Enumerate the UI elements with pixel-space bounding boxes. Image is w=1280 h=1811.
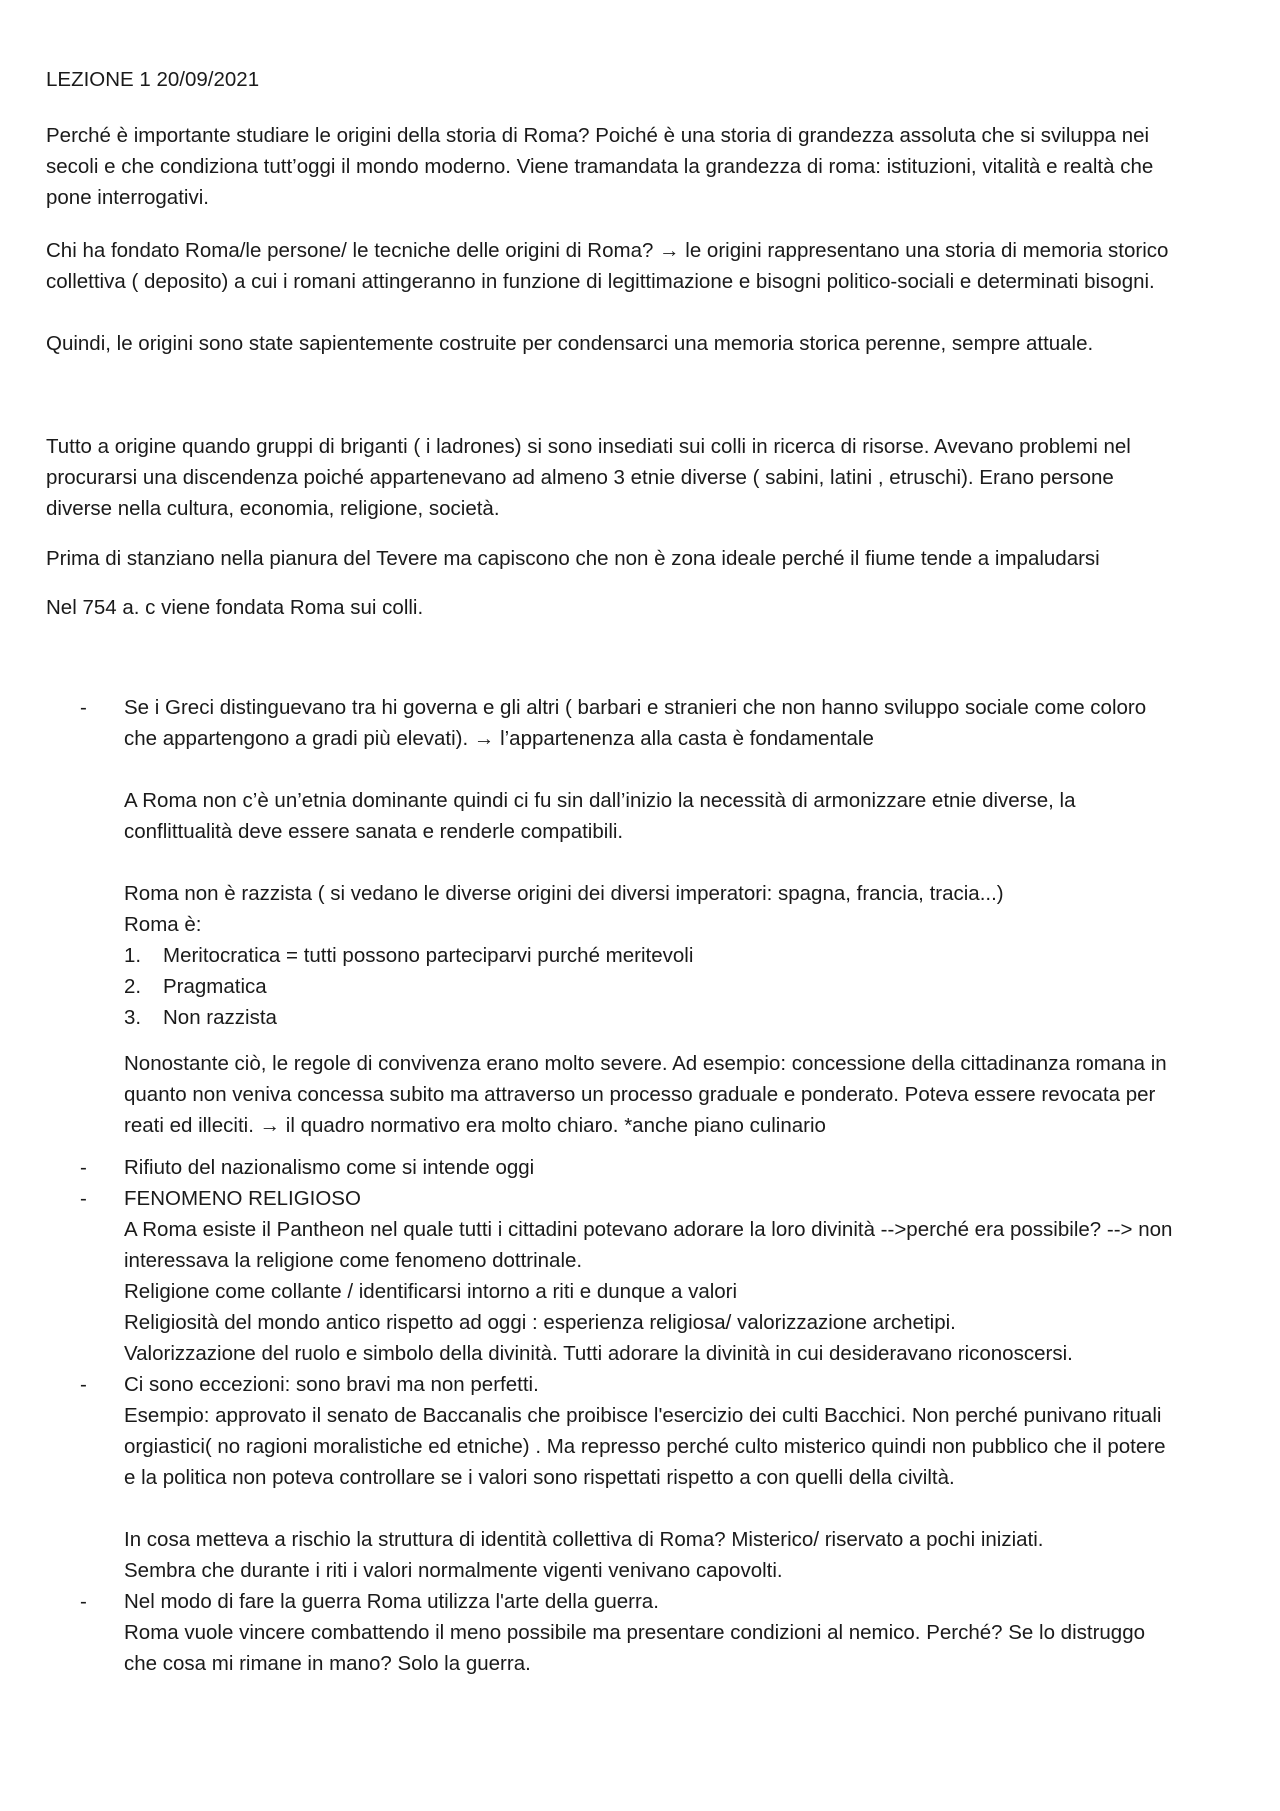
list-item-meritocratica: Meritocratica = tutti possono parteciparvi purché meritevoli	[163, 944, 694, 967]
exceptions-rischio: In cosa metteva a rischio la struttura di identità collettiva di Roma? Misterico/ riservato a pochi iniziati.	[124, 1528, 1044, 1551]
paragraph-cittadinanza: Nonostante ciò, le regole di convivenza erano molto severe. Ad esempio: concessione della cittadinanza romana in quanto non veniva concessa subito ma attraverso un processo graduale e ponderato. Poteva essere revocata per reati ed illeciti. → il quadro normativo era molto chiaro. *anche piano culinario	[124, 1052, 1167, 1137]
religion-line-pantheon: A Roma esiste il Pantheon nel quale tutti i cittadini potevano adorare la loro divinità -->perché era possibile? --> non interessava la religione come fenomeno dottrinale.	[124, 1218, 1173, 1272]
bullet-marker: -	[80, 1156, 87, 1179]
religion-line-antico: Religiosità del mondo antico rispetto ad oggi : esperienza religiosa/ valorizzazione archetipi.	[124, 1311, 956, 1334]
exceptions-riti: Sembra che durante i riti i valori normalmente vigenti venivano capovolti.	[124, 1559, 783, 1582]
bullet-eccezioni: Ci sono eccezioni: sono bravi ma non perfetti.	[124, 1373, 539, 1396]
war-line: Roma vuole vincere combattendo il meno possibile ma presentare condizioni al nemico. Perché? Se lo distruggo che cosa mi rimane in mano? Solo la guerra.	[124, 1621, 1145, 1675]
bullet-nazionalismo: Rifiuto del nazionalismo come si intende oggi	[124, 1156, 535, 1179]
intro-paragraph-1: Perché è importante studiare le origini della storia di Roma? Poiché è una storia di grandezza assoluta che si sviluppa nei secoli e che condiziona tutt’oggi il mondo moderno. Viene tramandata la grandezza di roma: istituzioni, vitalità e realtà che pone interrogativi.	[46, 124, 1154, 209]
intro-paragraph-6: Nel 754 a. c viene fondata Roma sui colli.	[46, 596, 424, 619]
list-item-pragmatica: Pragmatica	[163, 975, 267, 998]
bullet-marker: -	[80, 1373, 87, 1396]
bullet-marker: -	[80, 696, 87, 719]
exceptions-baccanalis: Esempio: approvato il senato de Baccanalis che proibisce l'esercizio dei culti Bacchici. Non perché punivano rituali orgiastici( no ragioni moralistiche ed etniche) . Ma represso perché culto misterico quindi non pubblico che il potere e la politica non poteva controllare se i valori sono rispettati rispetto a con quelli della civiltà.	[124, 1404, 1166, 1489]
religion-line-divinita: Valorizzazione del ruolo e simbolo della divinità. Tutti adorare la divinità in cui desideravano riconoscersi.	[124, 1342, 1073, 1365]
bullet-marker: -	[80, 1590, 87, 1613]
list-item-non-razzista: Non razzista	[163, 1006, 277, 1029]
religion-line-collante: Religione come collante / identificarsi intorno a riti e dunque a valori	[124, 1280, 738, 1303]
list-number-3: 3.	[124, 1006, 142, 1029]
page-title: LEZIONE 1 20/09/2021	[46, 68, 260, 91]
list-number-1: 1.	[124, 944, 142, 967]
intro-paragraph-4: Tutto a origine quando gruppi di briganti ( i ladrones) si sono insediati sui colli in ricerca di risorse. Avevano problemi nel procurarsi una discendenza poiché appartenevano ad almeno 3 etnie diverse ( sabini, latini , etruschi). Erano persone diverse nella cultura, economia, religione, società.	[46, 435, 1131, 520]
bullet-fenomeno-religioso: FENOMENO RELIGIOSO	[124, 1187, 361, 1210]
paragraph-razzista: Roma non è razzista ( si vedano le diverse origini dei diversi imperatori: spagna, francia, tracia...)	[124, 882, 1004, 905]
paragraph-roma-e: Roma è:	[124, 913, 202, 936]
bullet-greci: Se i Greci distinguevano tra hi governa e gli altri ( barbari e stranieri che non hanno sviluppo sociale come coloro che appartengono a gradi più elevati). → l’appartenenza alla casta è fondamentale	[124, 696, 1147, 750]
intro-paragraph-3: Quindi, le origini sono state sapientemente costruite per condensarci una memoria storica perenne, sempre attuale.	[46, 332, 1094, 355]
list-number-2: 2.	[124, 975, 142, 998]
bullet-guerra: Nel modo di fare la guerra Roma utilizza l'arte della guerra.	[124, 1590, 659, 1613]
paragraph-etnia: A Roma non c’è un’etnia dominante quindi ci fu sin dall’inizio la necessità di armonizzare etnie diverse, la conflittualità deve essere sanata e renderle compatibili.	[124, 789, 1076, 843]
intro-paragraph-2: Chi ha fondato Roma/le persone/ le tecniche delle origini di Roma? → le origini rappresentano una storia di memoria storico collettiva ( deposito) a cui i romani attingeranno in funzione di legittimazione e bisogni politico-sociali e determinati bisogni.	[46, 239, 1169, 293]
intro-paragraph-5: Prima di stanziano nella pianura del Tevere ma capiscono che non è zona ideale perché il fiume tende a impaludarsi	[46, 547, 1100, 570]
bullet-marker: -	[80, 1187, 87, 1210]
